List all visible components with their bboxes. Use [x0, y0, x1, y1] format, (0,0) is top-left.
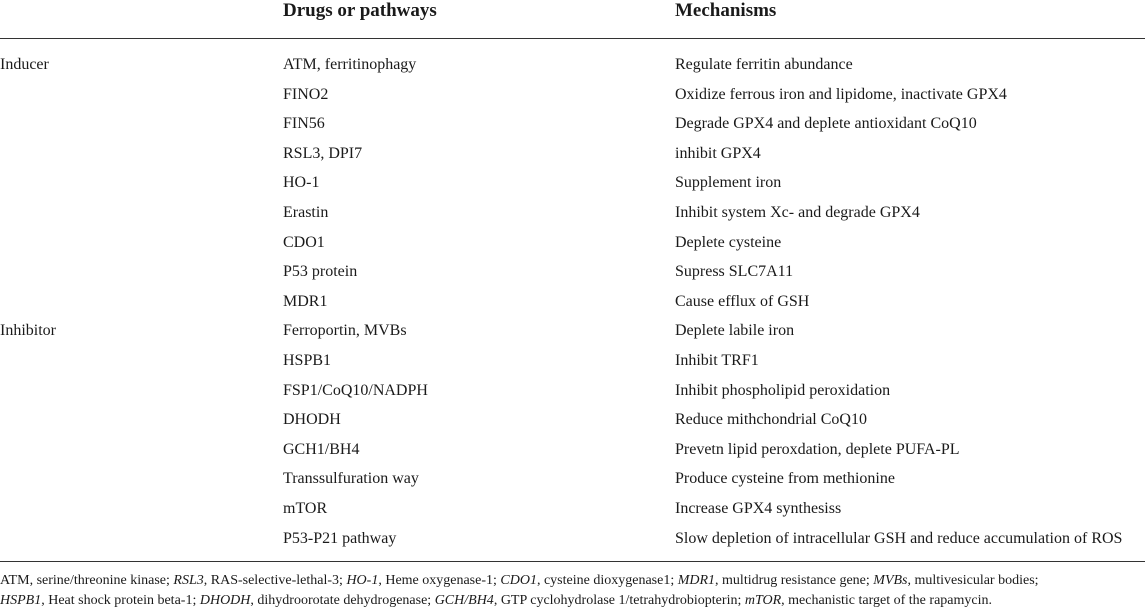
row-drug-cell: FSP1/CoQ10/NADPH	[283, 381, 428, 399]
table-footnote	[0, 571, 1145, 611]
row-mechanism-cell: Cause efflux of GSH	[675, 292, 810, 310]
footnote-definition: Heme oxygenase-1	[385, 573, 494, 588]
row-drug-cell: HO-1	[283, 174, 320, 192]
footnote-definition: RAS-selective-lethal-3	[210, 573, 340, 588]
footnote-line: HSPB1, Heat shock protein beta-1; DHODH, dihydroorotate dehydrogenase; GCH/BH4, GTP cyclohydrolase 1/tetrahydrobiopterin; mTOR, mechanistic target of the rapamycin.	[0, 593, 992, 608]
row-drug-cell: Ferroportin, MVBs	[283, 322, 407, 340]
row-drug-cell: HSPB1	[283, 351, 332, 369]
row-drug-cell: ATM, ferritinophagy	[283, 56, 417, 73]
footnote-definition: multivesicular bodies	[914, 573, 1035, 588]
row-drug-cell: P53-P21 pathway	[283, 529, 397, 547]
footnote-definition: cysteine dioxygenase1	[543, 573, 671, 588]
row-mechanism-cell: Increase GPX4 synthesiss	[675, 499, 842, 517]
table-row	[0, 168, 1145, 198]
row-mechanism-cell: Oxidize ferrous iron and lipidome, inactivate GPX4	[675, 85, 1007, 103]
row-mechanism-cell: inhibit GPX4	[675, 144, 761, 162]
row-mechanism-cell: Supplement iron	[675, 174, 782, 192]
table-row	[0, 376, 1145, 406]
row-mechanism-cell: Inhibit TRF1	[675, 351, 759, 369]
footnote-definition: multidrug resistance gene	[722, 573, 866, 588]
row-mechanism-cell: Supress SLC7A11	[675, 263, 794, 281]
row-drug-cell: mTOR	[283, 499, 328, 517]
row-drug-cell: FIN56	[283, 115, 325, 133]
footnote-definition: Heat shock protein beta-1	[48, 593, 193, 608]
footnote-abbreviation: HO-1	[346, 573, 379, 588]
table-row	[0, 139, 1145, 169]
row-drug-cell: Transsulfuration way	[283, 470, 419, 488]
table-row	[0, 198, 1145, 228]
table-row	[0, 80, 1145, 110]
footnote-abbreviation: DHODH	[199, 593, 251, 608]
table-row	[0, 464, 1145, 494]
row-mechanism-cell: Regulate ferritin abundance	[675, 56, 853, 73]
row-drug-cell: CDO1	[283, 233, 325, 251]
footnote-abbreviation: RSL3	[173, 573, 204, 588]
row-drug-cell: Erastin	[283, 203, 329, 221]
footnote-abbreviation: GCH/BH4	[434, 593, 494, 608]
table-row	[0, 109, 1145, 139]
table-body	[0, 39, 1145, 553]
footnote-abbreviation: mTOR	[744, 593, 782, 608]
table-row	[0, 435, 1145, 465]
row-mechanism-cell: Reduce mithchondrial CoQ10	[675, 411, 867, 429]
row-drug-cell: P53 protein	[283, 263, 358, 281]
row-drug-cell: RSL3, DPI7	[283, 144, 363, 162]
footnote-definition: serine/threonine kinase	[36, 573, 167, 588]
table-bottom-rule	[0, 561, 1145, 562]
row-mechanism-cell: Deplete cysteine	[675, 233, 782, 251]
table-row	[0, 405, 1145, 435]
row-mechanism-cell: Prevetn lipid peroxdation, deplete PUFA-PL	[675, 440, 960, 458]
footnote-abbreviation: MDR1	[677, 573, 716, 588]
header-drugs-or-pathways: Drugs or pathways	[283, 0, 437, 21]
header-mechanisms: Mechanisms	[675, 0, 777, 21]
footnote-abbreviation: ATM	[0, 573, 30, 588]
row-mechanism-cell: Slow depletion of intracellular GSH and reduce accumulation of ROS	[675, 529, 1123, 547]
row-category-cell: Inducer	[0, 56, 49, 73]
row-drug-cell: FINO2	[283, 85, 329, 103]
footnote-abbreviation: CDO1	[500, 573, 537, 588]
table-row	[0, 287, 1145, 317]
row-drug-cell: MDR1	[283, 292, 328, 310]
footnote-definition: GTP cyclohydrolase 1/tetrahydrobiopterin	[500, 593, 738, 608]
table-header-row	[0, 0, 1145, 39]
row-mechanism-cell: Inhibit system Xc- and degrade GPX4	[675, 203, 920, 221]
footnote-abbreviation: MVBs	[873, 573, 908, 588]
table-row	[0, 50, 1145, 80]
footnote-definition: mechanistic target of the rapamycin	[788, 593, 989, 608]
row-mechanism-cell: Degrade GPX4 and deplete antioxidant CoQ10	[675, 115, 977, 133]
table-row	[0, 346, 1145, 376]
table-row	[0, 257, 1145, 287]
table-row	[0, 524, 1145, 554]
footnote-definition: dihydroorotate dehydrogenase	[257, 593, 428, 608]
row-mechanism-cell: Deplete labile iron	[675, 322, 795, 340]
footnote-line: ATM, serine/threonine kinase; RSL3, RAS-selective-lethal-3; HO-1, Heme oxygenase-1; CDO1, cysteine dioxygenase1; MDR1, multidrug resistance gene; MVBs, multivesicular bodies;	[0, 573, 1039, 588]
row-drug-cell: GCH1/BH4	[283, 440, 360, 458]
table-row	[0, 316, 1145, 346]
row-category-cell: Inhibitor	[0, 322, 56, 340]
table-row	[0, 494, 1145, 524]
row-drug-cell: DHODH	[283, 411, 341, 429]
footnote-abbreviation: HSPB1	[0, 593, 42, 608]
row-mechanism-cell: Inhibit phospholipid peroxidation	[675, 381, 891, 399]
row-mechanism-cell: Produce cysteine from methionine	[675, 470, 895, 488]
table-row	[0, 228, 1145, 258]
